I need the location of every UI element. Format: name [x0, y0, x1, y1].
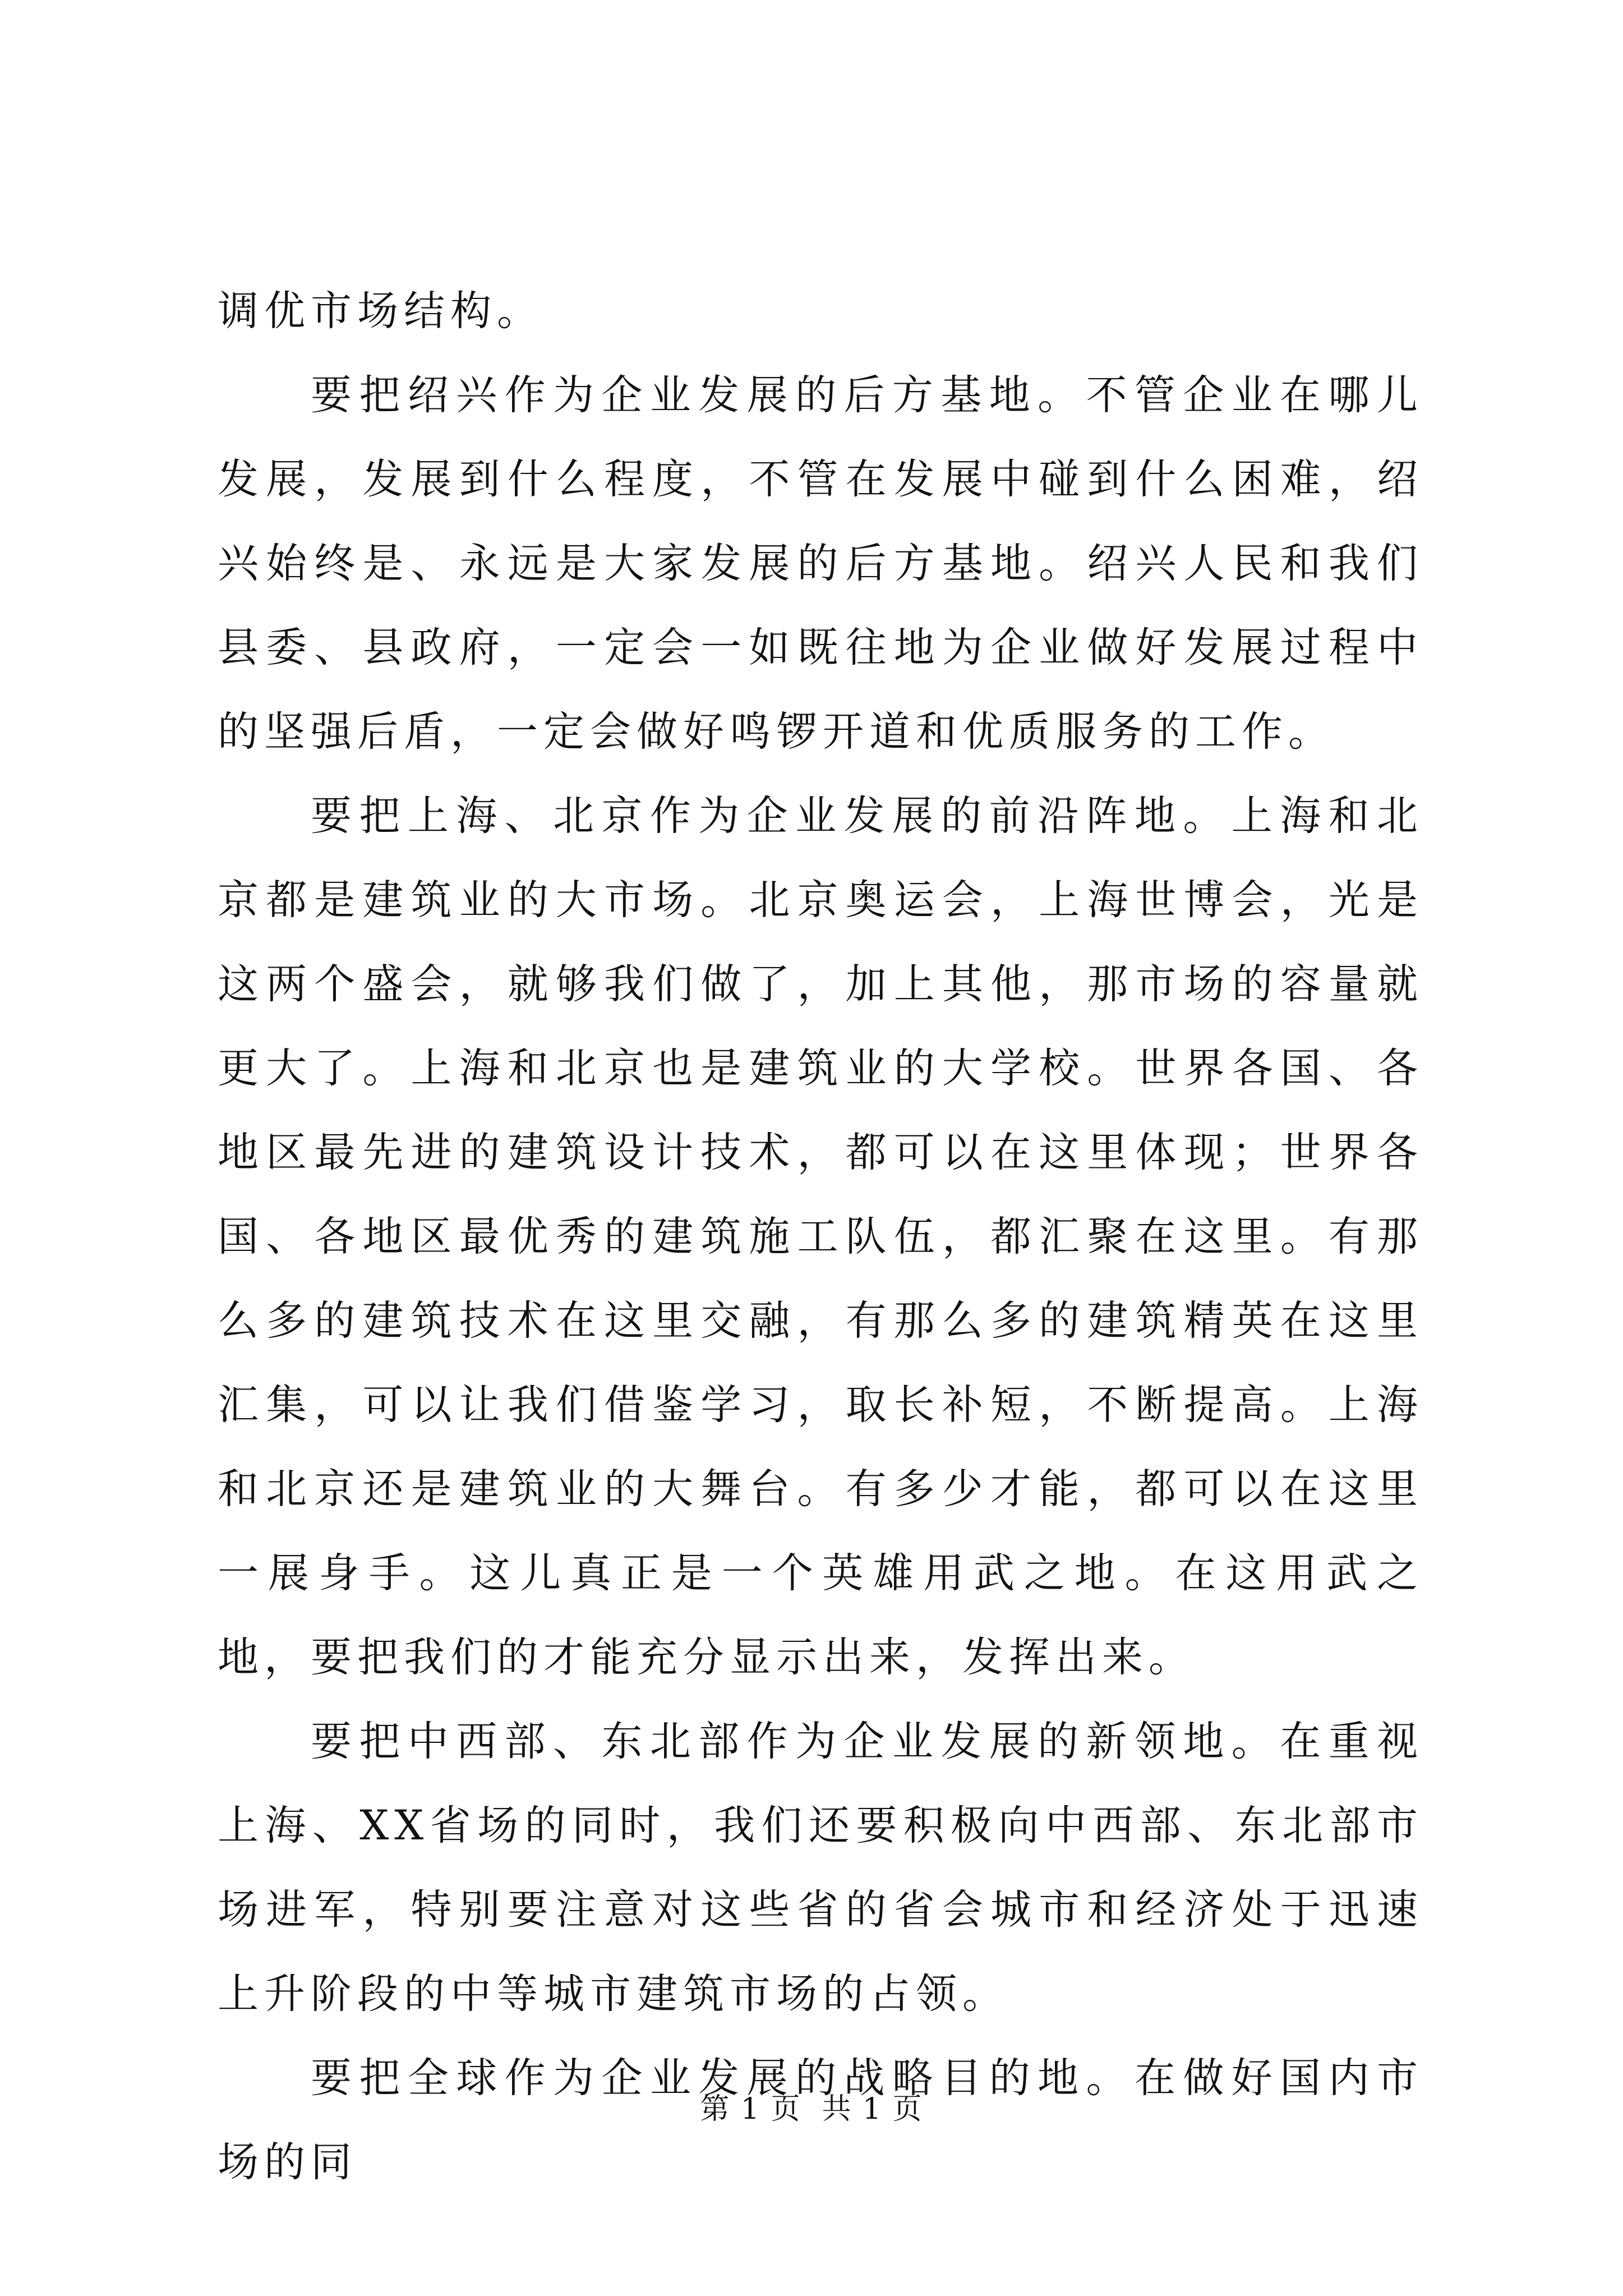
paragraph-central-west-northeast: 要把中西部、东北部作为企业发展的新领地。在重视上海、XX省场的同时，我们还要积极向中西部、东北部市场进军，特别要注意对这些省的省会城市和经济处于迅速上升阶段的中等城市建筑市场的占领。 [218, 1718, 1423, 2018]
paragraph-global-strategy: 要把全球作为企业发展的战略目的地。在做好国内市场的同 [218, 2054, 1423, 2186]
paragraph-continuation: 调优市场结构。 [218, 287, 543, 335]
page-footer [0, 2090, 1623, 2129]
paragraph-shanghai-beijing: 要把上海、北京作为企业发展的前沿阵地。上海和北京都是建筑业的大市场。北京奥运会，上海世博会，光是这两个盛会，就够我们做了，加上其他，那市场的容量就更大了。上海和北京也是建筑业的大学校。世界各国、各地区最先进的建筑设计技术，都可以在这里体现；世界各国、各地区最优秀的建筑施工队伍，都汇聚在这里。有那么多的建筑技术在这里交融，有那么多的建筑精英在这里汇集，可以让我们借鉴学习，取长补短，不断提高。上海和北京还是建筑业的大舞台。有多少才能，都可以在这里一展身手。这儿真正是一个英雄用武之地。在这用武之地，要把我们的才能充分显示出来，发挥出来。 [218, 792, 1423, 1681]
document-body [218, 269, 1423, 2205]
paragraph-shaoxing-base: 要把绍兴作为企业发展的后方基地。不管企业在哪儿发展，发展到什么程度，不管在发展中碰到什么困难，绍兴始终是、永远是大家发展的后方基地。绍兴人民和我们县委、县政府，一定会一如既往地为企业做好发展过程中的坚强后盾，一定会做好鸣锣开道和优质服务的工作。 [218, 371, 1423, 756]
page-number-label: 第 1 页 共 1 页 [700, 2092, 923, 2126]
